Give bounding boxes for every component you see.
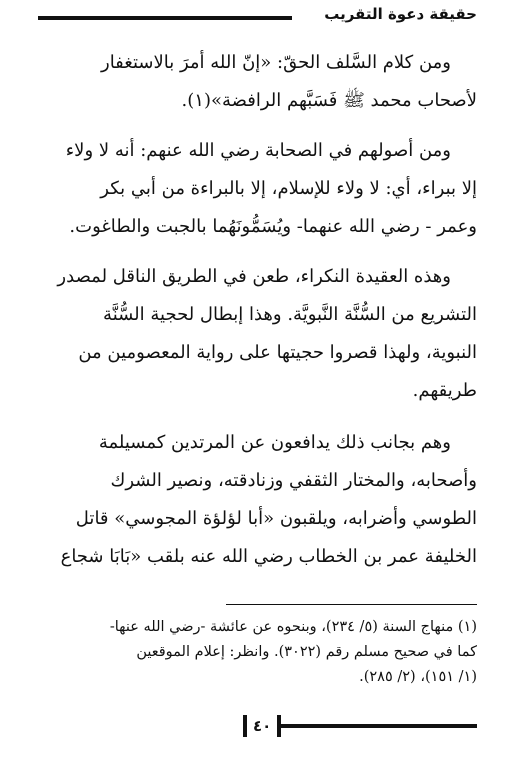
text-line: وأصحابه، والمختار الثقفي وزنادقته، ونصير الشرك	[110, 470, 477, 491]
header-rule	[38, 16, 292, 20]
text-line: وهذه العقيدة النكراء، طعن في الطريق الناقل لمصدر	[57, 266, 451, 287]
paragraph-1	[38, 44, 477, 120]
footnotes	[38, 615, 477, 690]
paragraph-2	[38, 132, 477, 246]
page-number: ٤٠	[243, 715, 281, 737]
text-line: الخليفة عمر بن الخطاب رضي الله عنه بلقب «بَابَا شجاع	[60, 546, 477, 567]
text-line: وعمر - رضي الله عنهما- ويُسَمُّونَهُما بالجبت والطاغوت.	[69, 216, 477, 237]
text-line: وهم بجانب ذلك يدافعون عن المرتدين كمسيلمة	[98, 432, 451, 453]
text-line: التشريع من السُّنَّة النَّبويَّة. وهذا إبطال لحجية السُّنَّة	[103, 304, 477, 325]
paragraph-3	[38, 258, 477, 410]
footer-rule	[280, 724, 477, 728]
text-line: النبوية، ولهذا قصروا حجيتها على رواية المعصومين من	[78, 342, 477, 363]
text-line: الطوسي وأضرابه، ويلقبون «أبا لؤلؤة المجوسي» قاتل	[75, 508, 477, 529]
text-line: لأصحاب محمد ﷺ فَسَبَّهم الرافضة»(١).	[181, 90, 477, 111]
text-line: طريقهم.	[412, 380, 477, 401]
footnote-line: (١) منهاج السنة (٥/ ٢٣٤)، وبنحوه عن عائشة -رضي الله عنها-	[109, 619, 477, 635]
footnote-line: (١/ ١٥١)، (٢/ ٢٨٥).	[359, 669, 477, 685]
main-text	[38, 44, 477, 576]
footnote-separator	[226, 604, 477, 605]
paragraph-4	[38, 424, 477, 576]
text-line: ومن أصولهم في الصحابة رضي الله عنهم: أنه لا ولاء	[65, 140, 451, 161]
running-header-title: حقيقة دعوة التقريب	[324, 5, 477, 23]
text-line: إلا ببراء، أي: لا ولاء للإسلام، إلا بالبراءة من أبي بكر	[100, 178, 477, 199]
footnote-line: كما في صحيح مسلم رقم (٣٠٢٢). وانظر: إعلام الموقعين	[136, 644, 477, 660]
text-line: ومن كلام السَّلف الحقّ: «إنّ الله أمرَ بالاستغفار	[101, 52, 451, 73]
